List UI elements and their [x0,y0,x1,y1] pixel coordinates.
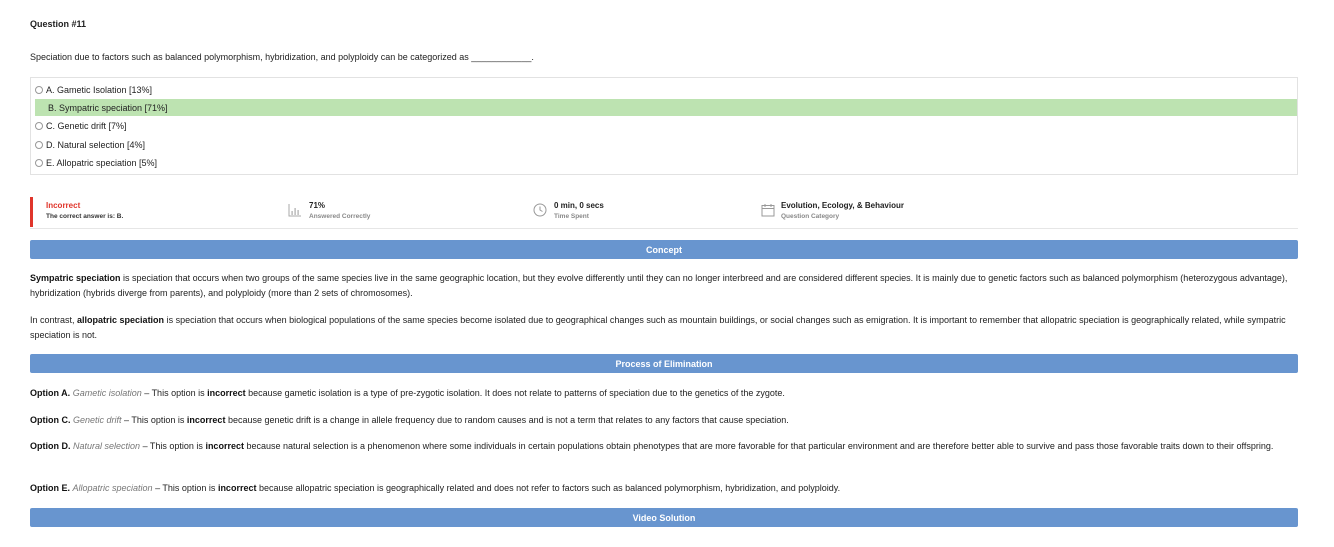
elimination-item: Option A. Gametic isolation – This option is incorrect because gametic isolation is a type of pre-zygotic isolation. It does not relate to patterns of speciation due to the genetics of the zygote. [30,388,785,398]
concept-paragraph-2: In contrast, allopatric speciation is speciation that occurs when biological populations of the same species become isolated due to geographical changes such as mountain buildings, or social changes such as emigration. It is important to remember that allopatric speciation is geographically related, while sympatric speciation is not. [30,315,1286,340]
time-value: 0 min, 0 secs [554,201,604,210]
category-stat [781,201,904,220]
concept-term: allopatric speciation [77,315,165,325]
option-d[interactable] [35,136,1297,153]
question-title: Question #11 [30,19,87,29]
correct-answer-text: The correct answer is: B. [46,213,124,220]
concept-paragraph-1: Sympatric speciation is speciation that occurs when two groups of the same species live in the same geographic location, but they evolve differently until they can no longer interbreed and are considered different species. It is mainly due to genetic factors such as balanced polymorphism (heterozygous advantage), hybridization (hybrids diverge from parents), and polyploidy (more than 2 sets of chromosomes). [30,273,1288,298]
percent-value: 71% [309,201,326,210]
result-text: Incorrect [46,201,81,210]
result-stats [30,197,1298,229]
calendar-icon [761,203,775,217]
percent-label: Answered Correctly [309,213,371,220]
percent-stat [309,201,370,220]
concept-header[interactable]: Concept [30,240,1298,259]
radio-icon[interactable] [35,86,43,94]
result-stat [46,201,123,220]
clock-icon [533,203,547,217]
elimination-header[interactable]: Process of Elimination [30,354,1298,373]
time-label: Time Spent [554,213,589,220]
option-label: C. Genetic drift [7%] [46,120,127,131]
option-a[interactable] [35,81,1297,98]
time-stat [554,201,604,220]
option-label: E. Allopatric speciation [5%] [46,157,158,168]
category-value: Evolution, Ecology, & Behaviour [781,201,904,210]
elimination-item: Option C. Genetic drift – This option is incorrect because genetic drift is a change in allele frequency due to random causes and is not a term that relates to any factors that cause speciation. [30,415,789,425]
radio-icon[interactable] [35,159,43,167]
option-label: D. Natural selection [4%] [46,139,146,150]
bar-chart-icon [288,203,302,217]
answer-options [30,77,1298,175]
option-b[interactable] [35,99,1297,116]
radio-icon[interactable] [35,122,43,130]
category-label: Question Category [781,213,840,220]
option-e[interactable] [35,154,1297,171]
incorrect-indicator [30,197,33,227]
concept-term: Sympatric speciation [30,273,121,283]
option-label: B. Sympatric speciation [71%] [48,102,168,113]
question-text: Speciation due to factors such as balanced polymorphism, hybridization, and polyploidy can be categorized as ____________. [30,52,534,62]
option-c[interactable] [35,117,1297,134]
option-label: A. Gametic Isolation [13%] [46,84,153,95]
elimination-item: Option E. Allopatric speciation – This option is incorrect because allopatric speciation is geographically related and does not refer to factors such as balanced polymorphism, hybridization, and polyploidy. [30,483,841,493]
radio-icon[interactable] [35,141,43,149]
video-solution-header[interactable]: Video Solution [30,508,1298,527]
elimination-item: Option D. Natural selection – This option is incorrect because natural selection is a phenomenon where some individuals in certain populations obtain phenotypes that are more favorable for that particular environment and are therefore better able to survive and pass those favorable traits down to their offspring. [30,441,1274,451]
